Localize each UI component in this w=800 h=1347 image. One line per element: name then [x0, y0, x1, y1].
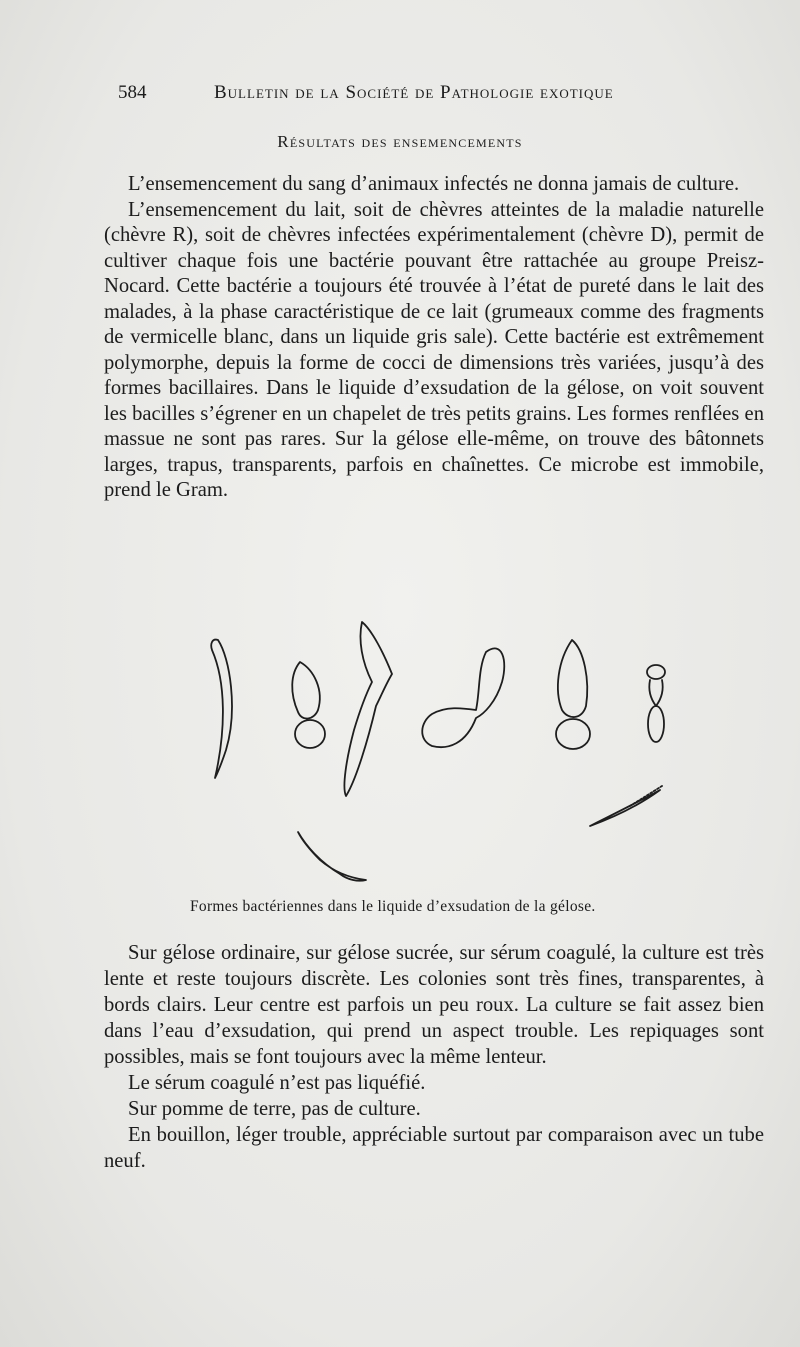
- page-number: 584: [118, 82, 147, 103]
- bacterium-thin-granular-rod: [590, 790, 660, 826]
- bacterium-beaded-tip: [630, 786, 662, 806]
- page-header: [118, 82, 698, 108]
- bacterium-club-upper: [292, 662, 320, 719]
- paragraph-broth: En bouillon, léger trouble, appréciable surtout par comparaison avec un tube neuf.: [104, 1124, 764, 1172]
- bacterium-chain-middle: [649, 680, 663, 706]
- bacterium-curved-rod: [211, 640, 232, 778]
- bacterium-loop-club: [422, 648, 504, 747]
- bacteria-figure: [190, 610, 680, 915]
- paragraph-blood-culture: L’ensemencement du sang d’animaux infectés ne donna jamais de culture.: [128, 173, 740, 195]
- bacterium-long-bent-rod: [344, 622, 392, 796]
- bacterium-club-lower: [295, 720, 325, 748]
- bacterium-hooked-rod: [298, 832, 366, 881]
- running-title: Bulletin de la Société de Pathologie exotique: [214, 82, 614, 103]
- body-text-top: [104, 172, 764, 504]
- paragraph-milk-culture: L’ensemencement du lait, soit de chèvres atteintes de la maladie naturelle (chèvre R), soit de chèvres infectées expérimentalement (chèvre D), permit de cultiver chaque fois une bactérie pouvant être rattachée au groupe Preisz-Nocard. Cette bactérie a toujours été trouvée à l’état de pureté dans le lait des malades, à la phase caractéristique de ce lait (grumeaux comme des fragments de vermicelle blanc, dans un liquide gris sale). Cette bactérie est extrêmement polymorphe, depuis la forme de cocci de dimensions très variées, jusqu’à des formes bacillaires. Dans le liquide d’exsudation de la gélose, on voit souvent les bacilles s’égrener en un chapelet de très petits grains. Les formes renflées en massue ne sont pas rares. Sur la gélose elle-même, on trouve des bâtonnets larges, trapus, transparents, parfois en chaînettes. Ce microbe est immobile, prend le Gram.: [104, 198, 764, 501]
- section-heading: Résultats des ensemencements: [277, 132, 523, 151]
- paragraph-potato: Sur pomme de terre, pas de culture.: [128, 1098, 421, 1120]
- paragraph-serum: Le sérum coagulé n’est pas liquéfié.: [128, 1072, 426, 1094]
- body-text-bottom: [104, 940, 764, 1174]
- bacteria-drawing: [190, 610, 680, 892]
- bacterium-pear-lower: [556, 719, 590, 749]
- figure-caption: Formes bactériennes dans le liquide d’exsudation de la gélose.: [190, 898, 596, 915]
- bacterium-pear-upper: [558, 640, 587, 717]
- bacterium-chain-bottom: [648, 706, 664, 742]
- paragraph-culture-media: Sur gélose ordinaire, sur gélose sucrée, sur sérum coagulé, la culture est très lente et reste toujours discrète. Les colonies sont très fines, transparentes, à bords clairs. Leur centre est parfois un peu roux. La culture se fait assez bien dans l’eau d’exsudation, qui prend un aspect trouble. Les repiquages sont possibles, mais se font toujours avec la même lenteur.: [104, 942, 764, 1068]
- bacterium-chain-top: [647, 665, 665, 679]
